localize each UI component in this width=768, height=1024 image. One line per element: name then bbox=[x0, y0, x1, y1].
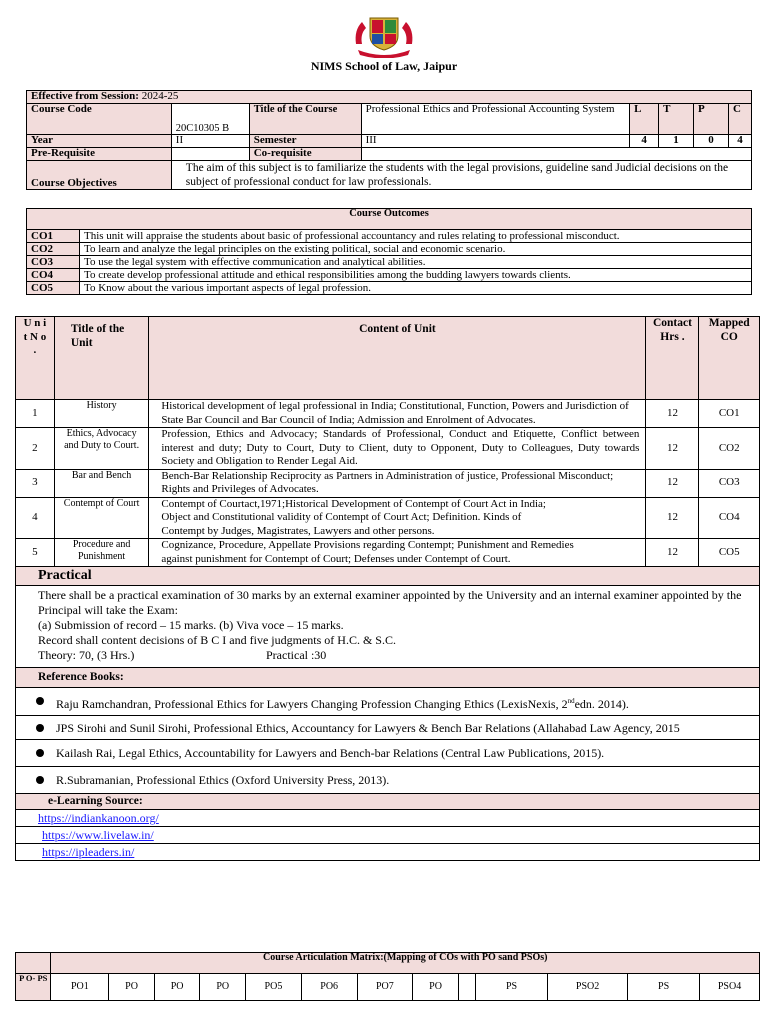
practical-line2: (a) Submission of record – 15 marks. (b) Viva voce – 15 marks. bbox=[38, 618, 344, 632]
unit-content: Profession, Ethics and Advocacy; Standards of Professional, Conduct and Etiquette, Conflict between interest and duty; Duty to Court, Duty to Client, duty to Opponent, Duty to Colleagues, Duty towards Society and Obligation to Render Legal Aid. bbox=[149, 428, 646, 470]
elearning-link-cell bbox=[16, 844, 760, 861]
practical-marks bbox=[38, 648, 751, 663]
school-name: NIMS School of Law, Jaipur bbox=[310, 59, 458, 73]
unit-title: Bar and Bench bbox=[54, 469, 149, 497]
co2-text: To learn and analyze the legal principles on the existing political, social and economic scenario. bbox=[80, 243, 752, 256]
unit-row bbox=[16, 497, 760, 539]
reference-item: Kailash Rai, Legal Ethics, Accountability for Lawyers and Bench-bar Relations (Central Law Publications, 2015). bbox=[16, 740, 760, 767]
unit-row bbox=[16, 539, 760, 567]
contact-hrs-header: Contact Hrs . bbox=[646, 317, 699, 400]
co4-code: CO4 bbox=[27, 269, 80, 282]
practical-heading: Practical bbox=[16, 567, 760, 586]
course-title-label: Title of the Course bbox=[249, 104, 361, 135]
matrix-col: PO bbox=[413, 974, 459, 1001]
theory-marks: Theory: 70, (3 Hrs.) bbox=[38, 648, 135, 662]
elearning-heading: e-Learning Source: bbox=[16, 794, 760, 810]
matrix-heading: Course Articulation Matrix:(Mapping of COs with PO sand PSOs) bbox=[51, 953, 760, 974]
elearning-link-ipleaders[interactable]: https://ipleaders.in/ bbox=[42, 845, 135, 859]
matrix-col: PO7 bbox=[357, 974, 413, 1001]
coreq-label: Co-requisite bbox=[249, 148, 361, 161]
session-value: 2024-25 bbox=[141, 90, 179, 102]
unit-row bbox=[16, 469, 760, 497]
prereq-label: Pre-Requisite bbox=[27, 148, 172, 161]
elearning-link-indiankanoon[interactable]: https://indiankanoon.org/ bbox=[38, 811, 159, 825]
unit-row bbox=[16, 400, 760, 428]
elearning-link-livelaw[interactable]: https://www.livelaw.in/ bbox=[42, 828, 154, 842]
ltpc-header-t: T bbox=[659, 104, 694, 135]
practical-body bbox=[16, 586, 760, 668]
matrix-col: PO1 bbox=[51, 974, 109, 1001]
unit-title: Contempt of Court bbox=[54, 497, 149, 539]
course-code-label: Course Code bbox=[27, 104, 172, 135]
matrix-col: PSO2 bbox=[548, 974, 628, 1001]
ltpc-value-c: 4 bbox=[728, 135, 751, 148]
unit-title: Ethics, Advocacy and Duty to Court. bbox=[54, 428, 149, 470]
objectives-value: The aim of this subject is to familiarize the students with the legal provisions, guideline sand Judicial decisions on the subject of professional conduct for law professionals. bbox=[171, 161, 751, 190]
mapped-co-header: Mapped CO bbox=[699, 317, 760, 400]
unit-co: CO5 bbox=[699, 539, 760, 567]
unit-no: 1 bbox=[16, 400, 55, 428]
ltpc-header-p: P bbox=[694, 104, 729, 135]
matrix-col: PS bbox=[476, 974, 548, 1001]
ltpc-value-t: 1 bbox=[659, 135, 694, 148]
unit-hrs: 12 bbox=[646, 469, 699, 497]
co5-text: To Know about the various important aspects of legal profession. bbox=[80, 282, 752, 295]
unit-no: 5 bbox=[16, 539, 55, 567]
college-logo bbox=[350, 14, 418, 58]
unit-content: Cognizance, Procedure, Appellate Provisions regarding Contempt; Punishment and Remedies against punishment for Contempt of Court; Defenses under Contempt of Court. bbox=[149, 539, 646, 567]
outcomes-heading: Course Outcomes bbox=[27, 209, 752, 230]
unit-co: CO1 bbox=[699, 400, 760, 428]
ltpc-value-l: 4 bbox=[630, 135, 659, 148]
course-outcomes-table bbox=[26, 208, 752, 295]
bullet-icon bbox=[36, 724, 44, 732]
co3-code: CO3 bbox=[27, 256, 80, 269]
unit-content: Bench-Bar Relationship Reciprocity as Partners in Administration of justice, Professional Misconduct; Rights and Privileges of Advocates. bbox=[149, 469, 646, 497]
unit-content: Contempt of Courtact,1971;Historical Development of Contempt of Court Act in India; Object and Constitutional validity of Contempt of Court Act; Definition. Kinds of Contempt by Judges, Magistrates, Lawyers and other persons. bbox=[149, 497, 646, 539]
co4-text: To create develop professional attitude and ethical responsibilities among the budding lawyers towards clients. bbox=[80, 269, 752, 282]
unit-content-header: Content of Unit bbox=[149, 317, 646, 400]
unit-no: 3 bbox=[16, 469, 55, 497]
course-code-value: 20C10305 B bbox=[171, 104, 249, 135]
elearning-link-cell bbox=[16, 827, 760, 844]
matrix-col: PS bbox=[628, 974, 700, 1001]
matrix-col: PO bbox=[200, 974, 246, 1001]
matrix-col bbox=[458, 974, 475, 1001]
year-label: Year bbox=[27, 135, 172, 148]
co1-code: CO1 bbox=[27, 230, 80, 243]
reference-item: R.Subramanian, Professional Ethics (Oxford University Press, 2013). bbox=[16, 767, 760, 794]
unit-no: 2 bbox=[16, 428, 55, 470]
bullet-icon bbox=[36, 749, 44, 757]
co1-text: This unit will appraise the students about basic of professional accountancy and rules relating to professional misconduct. bbox=[80, 230, 752, 243]
ltpc-header-c: C bbox=[728, 104, 751, 135]
course-title-value: Professional Ethics and Professional Accounting System bbox=[361, 104, 630, 135]
practical-line1: There shall be a practical examination of 30 marks by an external examiner appointed by the University and an internal examiner appointed by the Principal will take the Exam: bbox=[38, 588, 742, 617]
objectives-label: Course Objectives bbox=[27, 161, 172, 190]
prereq-value bbox=[171, 148, 249, 161]
unit-row bbox=[16, 428, 760, 470]
matrix-col: PSO4 bbox=[700, 974, 760, 1001]
matrix-col: PO bbox=[154, 974, 200, 1001]
semester-label: Semester bbox=[249, 135, 361, 148]
practical-marks-value: Practical :30 bbox=[266, 648, 327, 662]
unit-hrs: 12 bbox=[646, 400, 699, 428]
unit-hrs: 12 bbox=[646, 539, 699, 567]
elearning-link-cell bbox=[16, 810, 760, 827]
matrix-col: PO5 bbox=[246, 974, 302, 1001]
unit-title: Procedure and Punishment bbox=[54, 539, 149, 567]
matrix-corner-top bbox=[16, 953, 51, 974]
bullet-icon bbox=[36, 776, 44, 784]
unit-co: CO3 bbox=[699, 469, 760, 497]
bullet-icon bbox=[36, 697, 44, 705]
practical-line3: Record shall content decisions of B C I and five judgments of H.C. & S.C. bbox=[38, 633, 396, 647]
matrix-corner: P O- PS bbox=[16, 974, 51, 1001]
unit-content: Historical development of legal professional in India; Constitutional, Function, Powers and Jurisdiction of State Bar Council and Bar Council of India; Admission and Enrolment of Advocates. bbox=[149, 400, 646, 428]
unit-co: CO2 bbox=[699, 428, 760, 470]
ltpc-header-l: L bbox=[630, 104, 659, 135]
ltpc-value-p: 0 bbox=[694, 135, 729, 148]
units-table bbox=[15, 316, 760, 861]
articulation-matrix-table bbox=[15, 952, 760, 1001]
co3-text: To use the legal system with effective communication and analytical abilities. bbox=[80, 256, 752, 269]
unit-no-header: U n it N o . bbox=[16, 317, 55, 400]
matrix-col: PO bbox=[109, 974, 155, 1001]
course-info-table bbox=[26, 90, 752, 190]
unit-no: 4 bbox=[16, 497, 55, 539]
matrix-col: PO6 bbox=[301, 974, 357, 1001]
unit-hrs: 12 bbox=[646, 428, 699, 470]
coreq-value bbox=[361, 148, 751, 161]
year-value: II bbox=[171, 135, 249, 148]
co2-code: CO2 bbox=[27, 243, 80, 256]
unit-co: CO4 bbox=[699, 497, 760, 539]
session-cell bbox=[27, 91, 752, 104]
reference-heading: Reference Books: bbox=[16, 668, 760, 688]
reference-item: Raju Ramchandran, Professional Ethics for Lawyers Changing Profession Changing Ethics (LexisNexis, 2ndedn. 2014). bbox=[16, 688, 760, 716]
semester-value: III bbox=[361, 135, 630, 148]
session-label: Effective from Session: bbox=[31, 90, 139, 102]
unit-title: History bbox=[54, 400, 149, 428]
co5-code: CO5 bbox=[27, 282, 80, 295]
reference-item: JPS Sirohi and Sunil Sirohi, Professional Ethics, Accountancy for Lawyers & Bench Bar Relations (Allahabad Law Agency, 2015 bbox=[16, 716, 760, 740]
unit-hrs: 12 bbox=[646, 497, 699, 539]
unit-title-header: Title of the Unit bbox=[54, 317, 149, 400]
